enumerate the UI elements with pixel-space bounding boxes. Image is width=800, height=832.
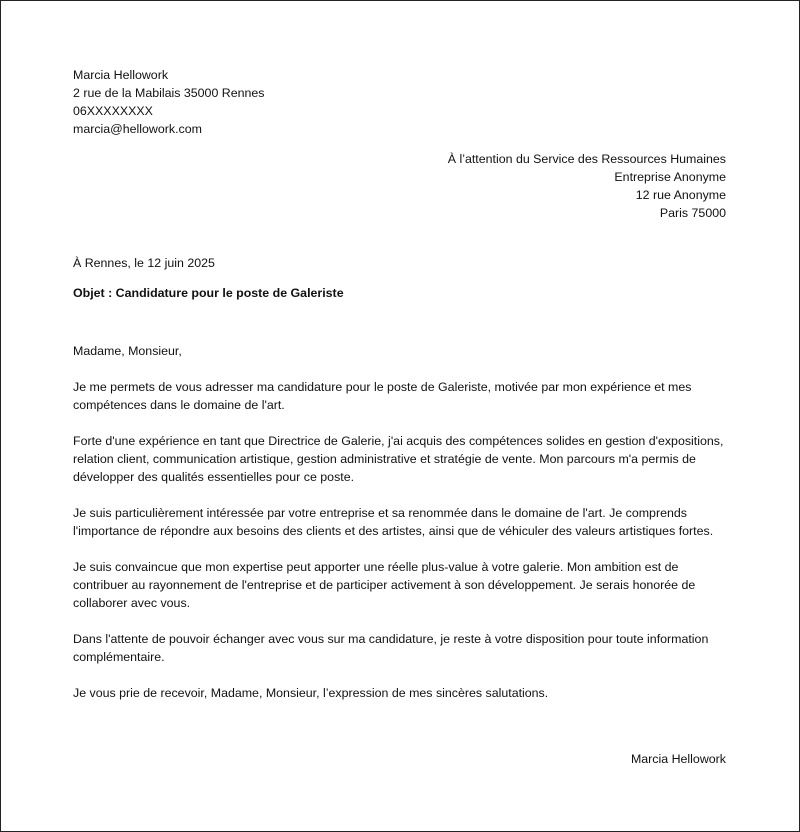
sender-phone: 06XXXXXXXX bbox=[73, 104, 153, 118]
recipient-city: Paris 75000 bbox=[659, 206, 726, 220]
sender-block bbox=[73, 66, 265, 138]
letter-date: À Rennes, le 12 juin 2025 bbox=[73, 256, 215, 270]
paragraph-closing: Je vous prie de recevoir, Madame, Monsieur, l’expression de mes sincères salutations. bbox=[73, 686, 549, 700]
sender-name: Marcia Hellowork bbox=[73, 68, 169, 82]
letter-subject: Objet : Candidature pour le poste de Galeriste bbox=[73, 286, 344, 300]
paragraph-conviction: Je suis convaincue que mon expertise peut apporter une réelle plus-value à votre galerie. Mon ambition est de contribuer au rayonnement de l'entreprise et de participer activement à son développement. Je serais honorée de collaborer avec vous. bbox=[73, 560, 696, 610]
recipient-attention: À l’attention du Service des Ressources Humaines bbox=[447, 152, 726, 166]
paragraph-interest: Je suis particulièrement intéressée par votre entreprise et sa renommée dans le domaine de l'art. Je comprends l'importance de répondre aux besoins des clients et des artistes, ainsi que de véhiculer des valeurs artistiques fortes. bbox=[73, 506, 714, 538]
paragraph-experience: Forte d'une expérience en tant que Directrice de Galerie, j'ai acquis des compétences solides en gestion d'expositions, relation client, communication artistique, gestion administrative et stratégie de vente. Mon parcours m'a permis de développer des qualités essentielles pour ce poste. bbox=[73, 434, 724, 484]
letter-body bbox=[73, 342, 729, 720]
recipient-street: 12 rue Anonyme bbox=[635, 188, 726, 202]
sender-address: 2 rue de la Mabilais 35000 Rennes bbox=[73, 86, 265, 100]
paragraph-intro: Je me permets de vous adresser ma candidature pour le poste de Galeriste, motivée par mon expérience et mes compétences dans le domaine de l'art. bbox=[73, 380, 692, 412]
recipient-block bbox=[448, 150, 726, 222]
signature: Marcia Hellowork bbox=[630, 752, 726, 766]
paragraph-availability: Dans l'attente de pouvoir échanger avec vous sur ma candidature, je reste à votre disposition pour toute information complémentaire. bbox=[73, 632, 709, 664]
salutation: Madame, Monsieur, bbox=[73, 344, 182, 358]
recipient-company: Entreprise Anonyme bbox=[614, 170, 726, 184]
sender-email: marcia@hellowork.com bbox=[73, 122, 202, 136]
